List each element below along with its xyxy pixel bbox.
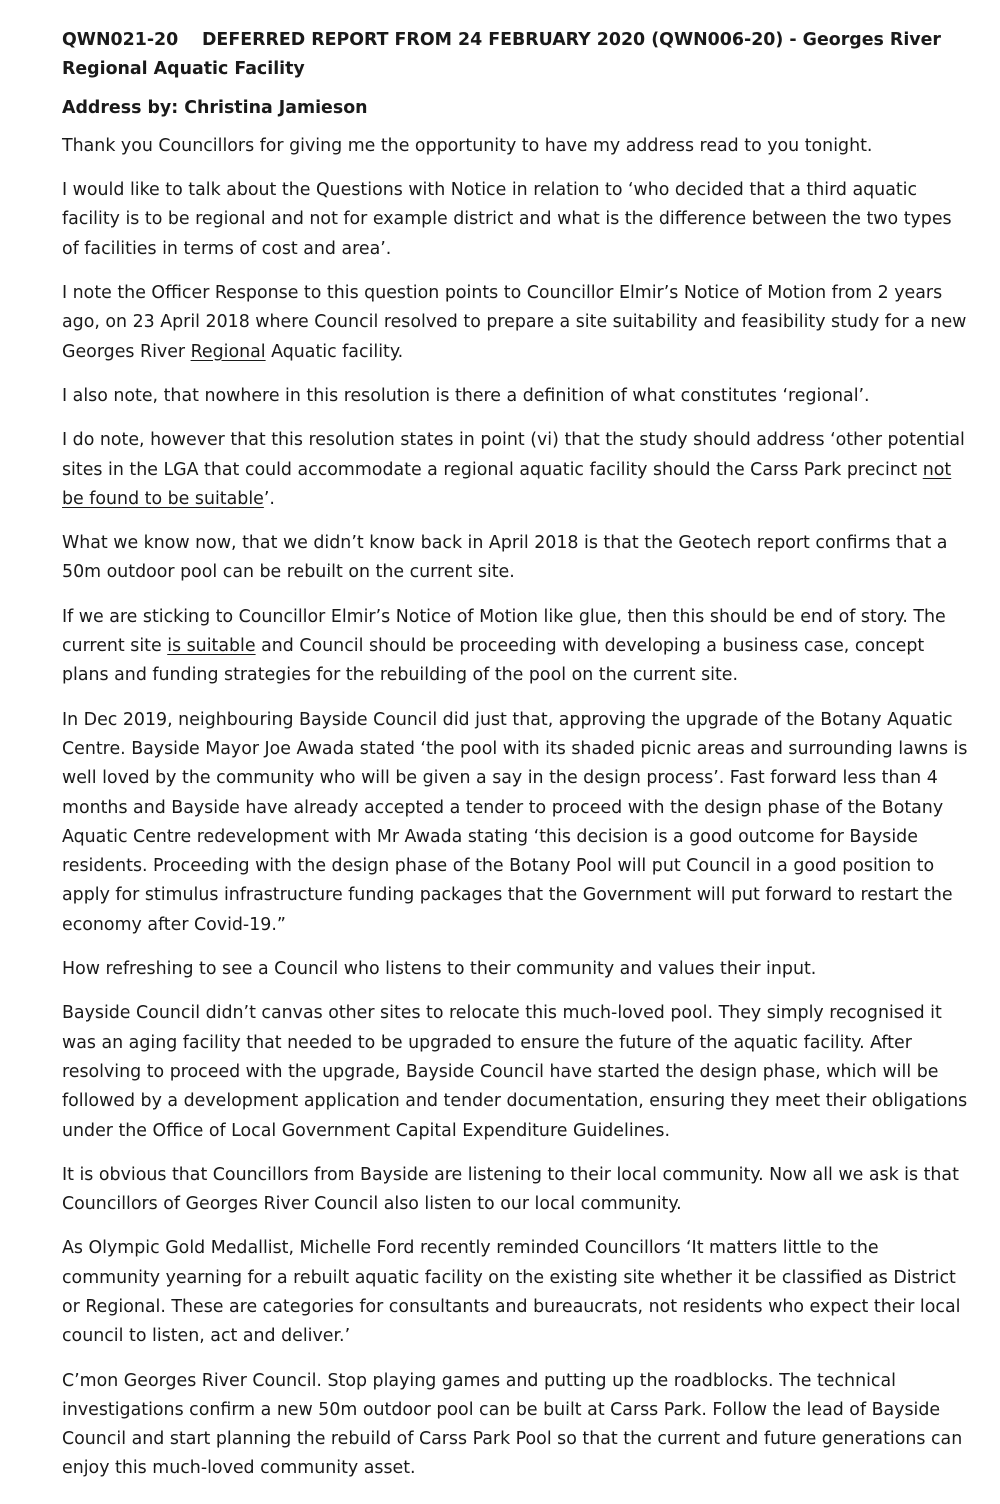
report-title: DEFERRED REPORT FROM 24 FEBRUARY 2020 (QWN006-20) - Georges River Regional Aquatic Facility [62, 30, 941, 80]
paragraph-13: C’mon Georges River Council. Stop playing games and putting up the roadblocks. The technical investigations confirm a new 50m outdoor pool can be built at Carss Park. Follow the lead of Bayside Council and start planning the rebuild of Carss Park Pool so that the current and future generations can enjoy this much-loved community asset. [62, 1370, 963, 1479]
report-code: QWN021-20 [62, 30, 179, 50]
paragraph-1: Thank you Councillors for giving me the opportunity to have my address read to you tonight. [62, 135, 873, 156]
paragraph-3-text-a: I note the Officer Response to this question points to Councillor Elmir’s Notice of Motion from 2 years ago, on 23 April 2018 where Council resolved to prepare a site suitability and feasibility study for a new Georges River [62, 283, 967, 362]
paragraph-5 [62, 426, 968, 514]
paragraph-9: How refreshing to see a Council who listens to their community and values their input. [62, 959, 817, 980]
paragraph-7-text-b: and Council should be proceeding with developing a business case, concept plans and funding strategies for the rebuilding of the pool on the current site. [62, 636, 925, 686]
paragraph-7 [62, 603, 968, 691]
address-by: Address by: Christina Jamieson [62, 97, 368, 118]
paragraph-7-underlined: is suitable [167, 636, 256, 657]
paragraph-11: It is obvious that Councillors from Bayside are listening to their local community. Now all we ask is that Councillors of Georges River Council also listen to our local community. [62, 1164, 959, 1215]
paragraph-5-text-a: I do note, however that this resolution states in point (vi) that the study should address ‘other potential sites in the LGA that could accommodate a regional aquatic facility should the Carss Park precinct [62, 430, 965, 480]
paragraph-3-underlined: Regional [190, 341, 266, 362]
document-heading [62, 26, 968, 85]
document-page [62, 26, 968, 1499]
paragraph-2: I would like to talk about the Questions with Notice in relation to ‘who decided that a third aquatic facility is to be regional and not for example district and what is the difference between the two types of facilities in terms of cost and area’. [62, 180, 952, 259]
paragraph-10: Bayside Council didn’t canvas other sites to relocate this much-loved pool. They simply recognised it was an aging facility that needed to be upgraded to ensure the future of the aquatic facility. After resolving to proceed with the upgrade, Bayside Council have started the design phase, which will be followed by a development application and tender documentation, ensuring they meet their obligations under the Office of Local Government Capital Expenditure Guidelines. [62, 1003, 968, 1141]
paragraph-5-text-b: ’. [263, 488, 275, 509]
paragraph-12: As Olympic Gold Medallist, Michelle Ford recently reminded Councillors ‘It matters little to the community yearning for a rebuilt aquatic facility on the existing site whether it be classified as District or Regional. These are categories for consultants and bureaucrats, not residents who expect their local council to listen, act and deliver.’ [62, 1238, 961, 1347]
paragraph-6: What we know now, that we didn’t know back in April 2018 is that the Geotech report confirms that a 50m outdoor pool can be rebuilt on the current site. [62, 533, 948, 583]
paragraph-3 [62, 279, 968, 367]
paragraph-3-text-b: Aquatic facility. [265, 341, 404, 362]
paragraph-4: I also note, that nowhere in this resolution is there a definition of what constitutes ‘regional’. [62, 385, 870, 406]
paragraph-7-text-a: If we are sticking to Councillor Elmir’s Notice of Motion like glue, then this should be end of story. The current site [62, 606, 946, 657]
paragraph-5-underlined: not be found to be suitable [62, 459, 952, 509]
paragraph-8: In Dec 2019, neighbouring Bayside Council did just that, approving the upgrade of the Botany Aquatic Centre. Bayside Mayor Joe Awada stated ‘the pool with its shaded picnic areas and surrounding lawns is well loved by the community who will be given a say in the design process’. Fast forward less than 4 months and Bayside have already accepted a tender to proceed with the design phase of the Botany Aquatic Centre redevelopment with Mr Awada stating ‘this decision is a good outcome for Bayside residents. Proceeding with the design phase of the Botany Pool will put Council in a good position to apply for stimulus infrastructure funding packages that the Government will put forward to restart the economy after Covid-19.” [62, 709, 968, 935]
